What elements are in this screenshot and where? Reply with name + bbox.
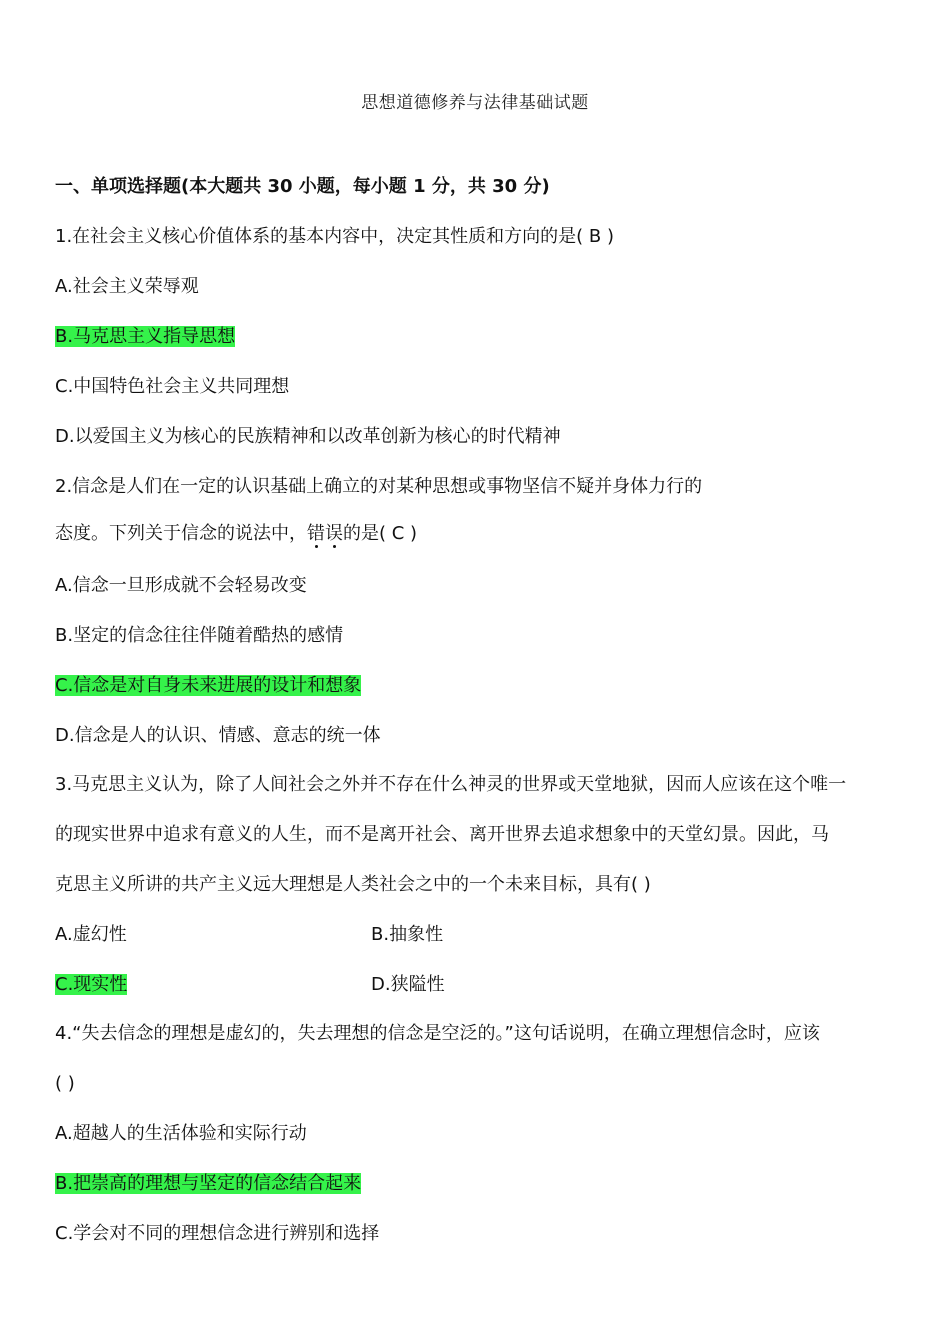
question-2-stem-line-2 [55,522,417,546]
page-title: 思想道德修养与法律基础试题 [361,93,589,113]
answer-highlight: B.把崇高的理想与坚定的信念结合起来 [55,1173,362,1194]
section-heading: 一、单项选择题(本大题共 30 小题，每小题 1 分，共 30 分) [55,176,550,197]
question-3-option-a: A.虚幻性 [55,924,127,945]
question-1-stem: 1.在社会主义核心价值体系的基本内容中，决定其性质和方向的是( B ) [55,226,615,247]
question-2-option-d: D.信念是人的认识、情感、意志的统一体 [55,725,381,746]
question-4-option-c: C.学会对不同的理想信念进行辨别和选择 [55,1223,380,1244]
question-3-option-b: B.抽象性 [371,924,444,945]
emphasis-text: 错误 [307,523,343,544]
emphasis-dots [307,545,343,551]
question-2-option-a: A.信念一旦形成就不会轻易改变 [55,575,307,596]
question-4-stem-line-2: ( ) [55,1073,75,1094]
answer-highlight: C.信念是对自身未来进展的设计和想象 [55,675,362,696]
question-3-stem-line-2: 的现实世界中追求有意义的人生，而不是离开社会、离开世界去追求想象中的天堂幻景。因此，马 [55,824,829,845]
question-3-stem-line-3: 克思主义所讲的共产主义远大理想是人类社会之中的一个未来目标，具有( ) [55,874,651,895]
question-4-option-a: A.超越人的生活体验和实际行动 [55,1123,307,1144]
question-2-option-c [55,674,361,698]
emphasis-word [307,523,343,544]
answer-highlight: B.马克思主义指导思想 [55,326,236,347]
question-2-stem-pre: 态度。下列关于信念的说法中， [55,523,307,544]
question-2-stem-line-1: 2.信念是人们在一定的认识基础上确立的对某种思想或事物坚信不疑并身体力行的 [55,476,703,497]
question-1-option-d: D.以爱国主义为核心的民族精神和以改革创新为核心的时代精神 [55,426,561,447]
question-4-stem-line-1: 4.“失去信念的理想是虚幻的，失去理想的信念是空泛的。”这句话说明，在确立理想信念时，应该 [55,1023,820,1044]
question-1-option-b [55,325,235,349]
question-2-option-b: B.坚定的信念往往伴随着酷热的感情 [55,625,344,646]
answer-highlight: C.现实性 [55,974,128,995]
question-1-option-c: C.中国特色社会主义共同理想 [55,376,290,397]
question-3-stem-line-1: 3.马克思主义认为，除了人间社会之外并不存在什么神灵的世界或天堂地狱，因而人应该在这个唯一 [55,774,847,795]
question-3-option-c [55,973,127,997]
question-3-option-d: D.狭隘性 [371,974,445,995]
question-4-option-b [55,1172,361,1196]
question-2-stem-post: 的是( C ) [343,523,418,544]
question-1-option-a: A.社会主义荣辱观 [55,276,199,297]
